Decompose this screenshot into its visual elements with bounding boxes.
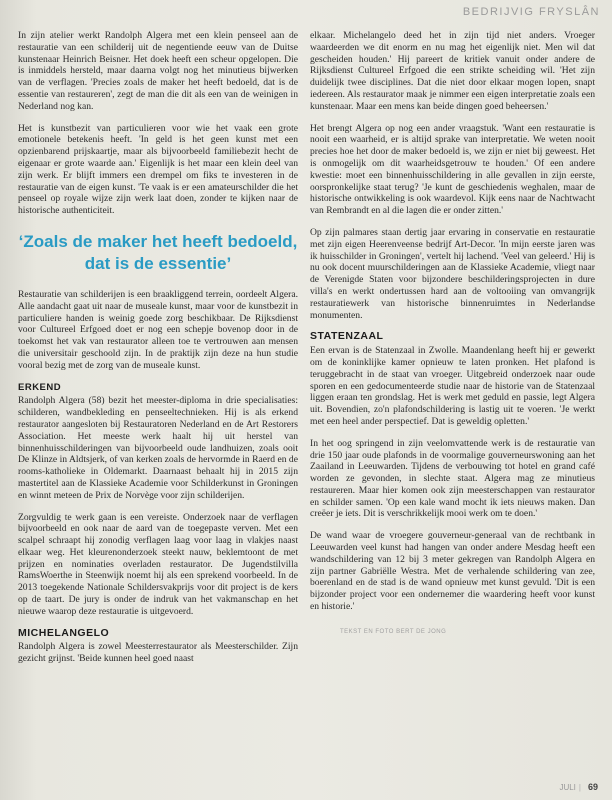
paragraph: Op zijn palmares staan dertig jaar ervaring in conservatie en restauratie met zijn eigen Heerenveense bedrijf Art-Decor. 'In mijn eerste jaren was ik huisschilder in Groningen', vertelt hij lachend. 'Veel van geleerd.' Hij is nu ook docent muurschilderingen aan de Klassieke Academie, vliegt naar de Verenigde Staten voor bijzondere beschilderingsprojecten in dure villa's en werkt ondertussen hard aan de voltooiing van omvangrijk restauratiewerk van historische binnenruimtes in Nederlandse monumenten.: [310, 226, 595, 321]
paragraph: elkaar. Michelangelo deed het in zijn tijd niet anders. Vroeger waardeerden we dit enorm en nu mag het eigenlijk niet. Men wil dat gescheiden houden.' Hij pareert de kritiek vanuit onder andere de Rijksdienst Cultureel Erfgoed die een strikte scheiding wil. 'Het zijn duidelijk twee disciplines. Dat die niet door elkaar mogen lopen, snapt iedereen. Als restaurator maak je nimmer een eigen interpretatie zoals een kunstenaar. Maar een mens kan beide dingen goed beheersen.': [310, 30, 595, 112]
paragraph: Randolph Algera is zowel Meesterrestaurator als Meesterschilder. Zijn gezicht grijnst. 'Beide kunnen heel goed naast: [18, 641, 298, 665]
photo-credit: TEKST EN FOTO BERT DE JONG: [340, 628, 447, 635]
right-column: [310, 30, 595, 639]
paragraph: Restauratie van schilderijen is een braakliggend terrein, oordeelt Algera. Alle aandacht gaat uit naar de museale kunst, maar voor de kunstbezit in particuliere handen is weinig goede zorg beschikbaar. De Rijksdienst voor Cultureel Erfgoed doet er nog een schepje bovenop door in de toekomst het vak van restaurator alleen toe te vertrouwen aan mensen die universitair geschoold zijn. In de praktijk zijn deze na hun studie vooral bezig met de zorg van de museale kunst.: [18, 288, 298, 371]
footer-month: JULI: [559, 783, 576, 792]
page-number: 69: [587, 782, 598, 792]
subheading-erkend: ERKEND: [18, 381, 62, 393]
footer-separator: |: [578, 783, 581, 792]
paragraph: Zorgvuldig te werk gaan is een vereiste. Onderzoek naar de verflagen bijvoorbeeld en ook naar de aard van de toegepaste verven. Met een scalpel schraapt hij zonodig verflagen laag voor laag in vlakjes naast elkaar weg. Het kleurenonderzoek steekt nauw, beklemtoont de met prijzen en nominaties overladen restaurator. De Jugendstilvilla RamsWoerthe in Steenwijk noemt hij als een sprekend voorbeeld. In de 2013 toegekende Nationale Schildersvakprijs voor dit project is de kers op de taart. De jury is onder de indruk van het vakmanschap en het nieuwe waarop deze restauratie is uitgevoerd.: [18, 511, 298, 617]
paragraph: Het is kunstbezit van particulieren voor wie het vaak een grote emotionele betekenis heeft. 'In geld is het geen kunst met een opzienbarend prijskaartje, maar als bijvoorbeeld familiebezit hecht de eigenaar er grote waarde aan.' Eigenlijk is het maar een klein deel van zijn werk. Er blijft immers een drempel om fiks te investeren in de restauratie van de eigen kunst. 'Te vaak is er een amateurschilder die het penseel op royale wijze zijn werk laat doen, zonder te kijken naar de historische authenticiteit.: [18, 122, 298, 217]
page-footer: [559, 782, 598, 792]
pull-quote: ‘Zoals de maker het heeft bedoeld, dat is de essentie’: [18, 231, 298, 273]
paragraph: Een ervan is de Statenzaal in Zwolle. Maandenlang heeft hij er gewerkt om de koninklijke kamer opnieuw te laten pronken. Het plafond is teruggebracht in de staat van vroeger. Uitgebreid onderzoek naar oude sporen en een gedocumenteerde studie naar de historie van de Statenzaal liggen eraan ten grondslag. Het is werk met geduld en passie, legt Algera uit. Bovendien, zo'n plafondschildering is lastig uit te voeren. 'Je werkt met een heel ander perspectief. Dat is geweldig opletten.': [310, 345, 595, 427]
subheading-statenzaal: STATENZAAL: [310, 330, 384, 343]
paragraph: De wand waar de vroegere gouverneur-generaal van de rechtbank in Leeuwarden veel kunst had hangen van onder andere Mesdag heeft een wandschildering van 12 bij 3 meter gekregen van Randolph Algera en zijn partner Gabriëlle Westra. Met de verhalende schildering van zee, boerenland en de stad is de wand opnieuw met kunst gevuld. 'Dit is een bijzonder project voor een ondernemer die waardering heeft voor kunst en historie.': [310, 530, 595, 613]
section-header: BEDRIJVIG FRYSLÂN: [462, 6, 600, 18]
paragraph: In zijn atelier werkt Randolph Algera met een klein penseel aan de restauratie van een schilderij uit de negentiende eeuw van de Duitse kunstenaar Heinrich Beisner. Het doek heeft een scheur opgelopen. Die is inmiddels hersteld, maar daarna volgt nog het minutieus bijwerken van de verflagen. 'Precies zoals de maker het heeft bedoeld, dat is de essentie van restaureren', zegt de man die dit als een van de weinigen in Nederland nog kan.: [18, 30, 298, 112]
paragraph: Randolph Algera (58) bezit het meester-diploma in drie specialisaties: schilderen, wandbekleding en penseeltechnieken. Hij is als erkend restaurator aangesloten bij Restauratoren Nederland en de Art Restorers Association. Het meeste werk haalt hij uit herstel van binnenhuisschilderingen van bijvoorbeeld oude landhuizen, zoals ooit De Klinze in Aldtsjerk, of van kerken zoals de hervormde in Raerd en de rooms-katholieke in Oldemarkt. Daarnaast behaalt hij in 2015 zijn mastertitel aan de Klassieke Academie voor Schilderkunst in Groningen en winnt meteen de Prix de Norvège voor zijn schilderijen.: [18, 395, 298, 501]
paragraph: In het oog springend in zijn veelomvattende werk is de restauratie van drie 150 jaar oude plafonds in de voormalige gouverneurswoning aan het Zaailand in Leeuwarden. Tijdens de verbouwing tot hotel en grand café worden ze gevonden, in slechte staat. Algera mag ze minutieus restaureren. Maar hier komen ook zijn meesterschappen van restaurator en schilder samen. 'Op een kale wand mocht ik iets nieuws maken. Dan creëer je iets. Dit is verschrikkelijk mooi werk om te doen.': [310, 437, 595, 520]
subheading-michelangelo: MICHELANGELO: [18, 626, 110, 639]
paragraph: Het brengt Algera op nog een ander vraagstuk. 'Want een restauratie is nooit een waarheid, er is altijd sprake van interpretatie. We weten nooit precies hoe het door de maker bedoeld is, we zijn er niet bij geweest. Het is onmogelijk om dit waarheidsgetrouw te houden.' Of een andere kwestie: moet een binnenhuisschildering in alle gevallen in zijn eerste, oorspronkelijke staat terug? 'Je kunt de geschiedenis weghalen, maar de historische ontwikkeling is ook waardevol. Kijk eens naar de Nachtwacht van Rembrandt en al die lagen die er onder zitten.': [310, 122, 595, 217]
left-column: [18, 30, 298, 675]
